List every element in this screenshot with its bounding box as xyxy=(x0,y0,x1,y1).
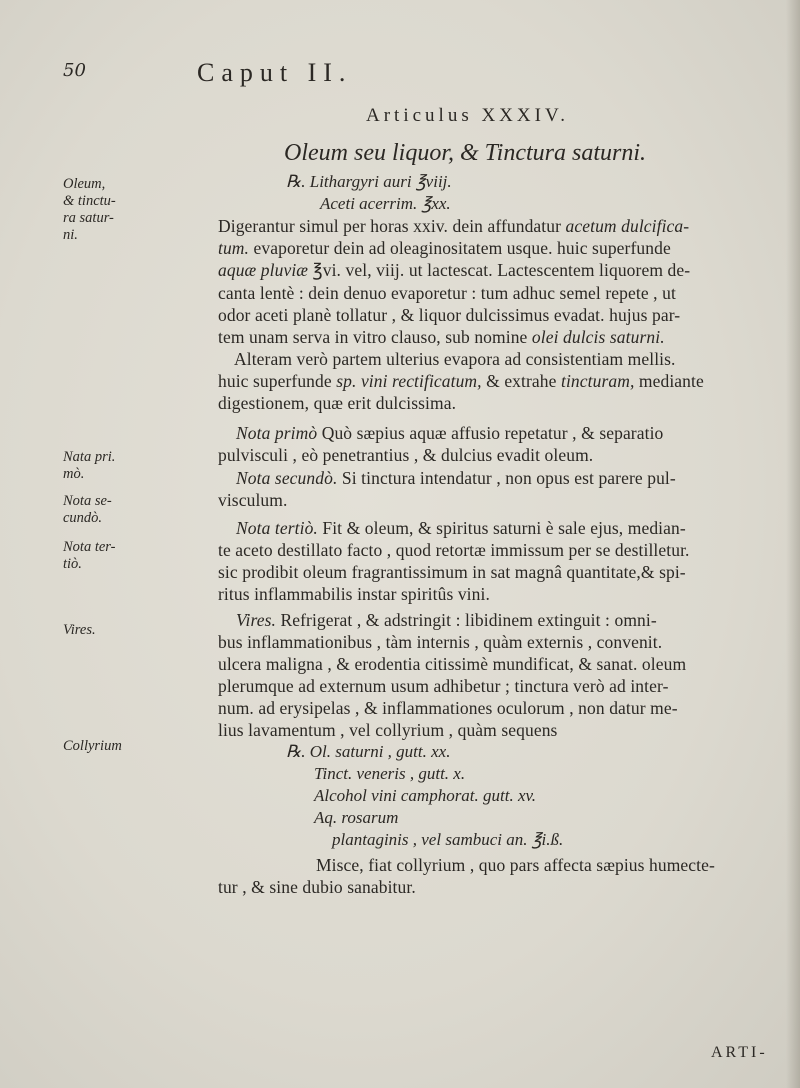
body-line: num. ad erysipelas , & inflammationes oculorum , non datur me- xyxy=(218,698,678,718)
margin-line: tiò. xyxy=(63,556,82,572)
recipe-line: Aceti acerrim. ℥xx. xyxy=(320,194,451,213)
body-line: plerumque ad externum usum adhibetur ; tinctura verò ad inter- xyxy=(218,676,669,696)
margin-line: Nata pri. xyxy=(63,449,116,465)
recipe-line: ℞. Lithargyri auri ℥viij. xyxy=(286,172,452,191)
margin-line: Nota se- xyxy=(63,493,112,509)
body-line: bus inflammationibus , tàm internis , quàm externis , convenit. xyxy=(218,632,663,652)
body-line: ritus inflammabilis instar spiritûs vini. xyxy=(218,584,490,604)
body-line: huic superfunde sp. vini rectificatum, & extrahe tincturam, mediante xyxy=(218,371,704,391)
body-line: Misce, fiat collyrium , quo pars affecta sæpius humecte- xyxy=(316,855,715,875)
catchword: ARTI- xyxy=(711,1044,768,1061)
body-line: Nota tertiò. Fit & oleum, & spiritus saturni è sale ejus, median- xyxy=(236,518,686,538)
body-line: pulvisculi , eò penetrantius , & dulcius evadit oleum. xyxy=(218,445,594,465)
margin-note-vires: Vires. xyxy=(63,622,96,638)
body-line: digestionem, quæ erit dulcissima. xyxy=(218,393,457,413)
body-line: Alteram verò partem ulterius evapora ad consistentiam mellis. xyxy=(234,349,676,369)
recipe-line: Aq. rosarum xyxy=(314,808,399,827)
margin-line: Nota ter- xyxy=(63,539,116,555)
margin-note-nota-tertio xyxy=(63,539,115,573)
body-line: odor aceti planè tollatur , & liquor dulcissimus evadat. hujus par- xyxy=(218,305,681,325)
body-line: Nota secundò. Si tinctura intendatur , non opus est parere pul- xyxy=(236,468,676,488)
body-line: aquæ pluviæ ℥vi. vel, viij. ut lactescat. Lactescentem liquorem de- xyxy=(218,260,691,280)
body-line: visculum. xyxy=(218,490,288,510)
margin-note-nota-primo xyxy=(63,449,115,483)
body-line: lius lavamentum , vel collyrium , quàm sequens xyxy=(218,720,558,740)
margin-line: ni. xyxy=(63,227,78,243)
margin-line: mò. xyxy=(63,466,85,482)
body-line: ulcera maligna , & erodentia citissimè mundificat, & sanat. oleum xyxy=(218,654,687,674)
page-edge-shadow xyxy=(786,0,800,1088)
running-head: Caput II. xyxy=(197,58,353,87)
article-title: Articulus XXXIV. xyxy=(366,105,569,126)
body-line: tur , & sine dubio sanabitur. xyxy=(218,877,416,897)
margin-line: & tinctu- xyxy=(63,193,116,209)
recipe-line: Alcohol vini camphorat. gutt. xv. xyxy=(314,786,537,805)
margin-line: Oleum, xyxy=(63,176,106,192)
margin-note-collyrium: Collyrium xyxy=(63,738,122,754)
body-line: Vires. Refrigerat , & adstringit : libidinem extinguit : omni- xyxy=(236,610,657,630)
recipe-line: ℞. Ol. saturni , gutt. xx. xyxy=(286,742,451,761)
margin-note-oleum xyxy=(63,176,116,244)
margin-line: cundò. xyxy=(63,510,103,526)
article-subtitle: Oleum seu liquor, & Tinctura saturni. xyxy=(284,140,647,166)
body-line: tum. evaporetur dein ad oleaginositatem usque. huic superfunde xyxy=(218,238,671,258)
recipe-line: plantaginis , vel sambuci an. ℥i.ß. xyxy=(332,830,564,849)
margin-line: ra satur- xyxy=(63,210,114,226)
body-line: tem unam serva in vitro clauso, sub nomine olei dulcis saturni. xyxy=(218,327,665,347)
body-line: Digerantur simul per horas xxiv. dein affundatur acetum dulcifica- xyxy=(218,216,690,236)
body-line: te aceto destillato facto , quod retortæ immissum per se destilletur. xyxy=(218,540,690,560)
body-line: sic prodibit oleum fragrantissimum in sat magnâ quantitate,& spi- xyxy=(218,562,686,582)
body-line: Nota primò Quò sæpius aquæ affusio repetatur , & separatio xyxy=(236,423,664,443)
body-line: canta lentè : dein denuo evaporetur : tum adhuc semel repete , ut xyxy=(218,283,676,303)
recipe-line: Tinct. veneris , gutt. x. xyxy=(314,764,466,783)
page-number: 50 xyxy=(63,60,86,81)
margin-note-nota-secundo xyxy=(63,493,112,527)
